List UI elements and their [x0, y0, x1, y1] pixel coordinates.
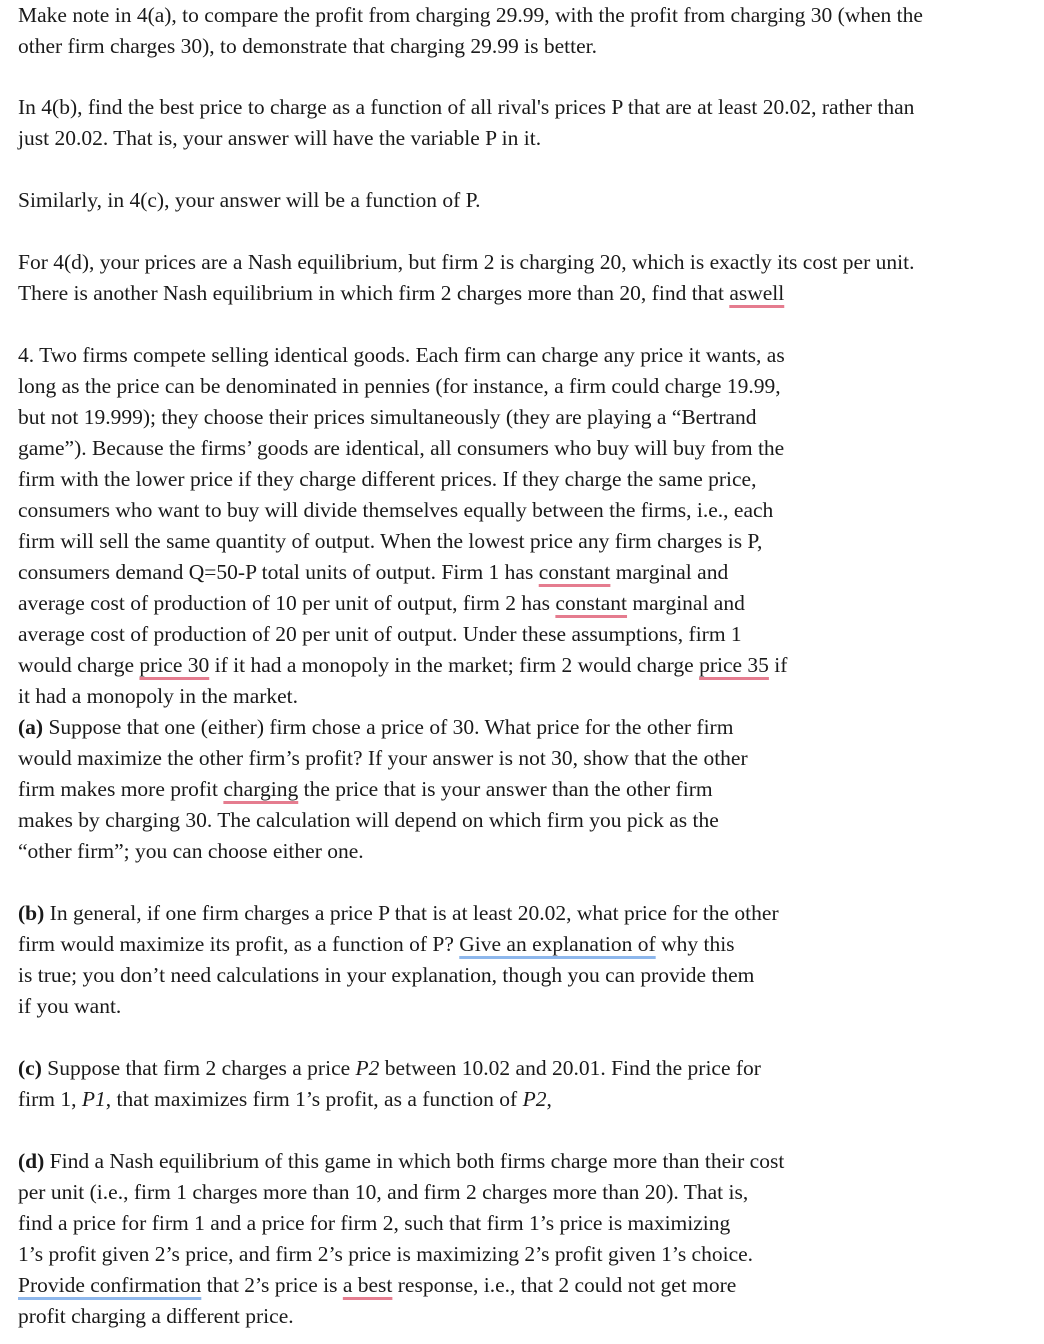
text-run: response, i.e., that 2 could not get more [392, 1273, 737, 1297]
part-b-label: (b) [18, 901, 45, 925]
part-a-line-2: would maximize the other firm’s profit? If your answer is not 30, show that the other [18, 746, 748, 770]
variable-p2: P2 [522, 1087, 547, 1111]
text-run: why this [655, 932, 735, 956]
text-run: firm 1, [18, 1087, 82, 1111]
text-run: marginal and [627, 591, 745, 615]
part-c-line-1 [18, 1053, 761, 1084]
variable-p2: P2 [355, 1056, 380, 1080]
text-run: In general, if one firm charges a price P that is at least 20.02, what price for the other [44, 901, 779, 925]
problem-line-12: it had a monopoly in the market. [18, 684, 299, 708]
text-run: the price that is your answer than the other firm [298, 777, 713, 801]
text-run: There is another Nash equilibrium in which firm 2 charges more than 20, find that [18, 281, 730, 305]
text-run: Suppose that one (either) firm chose a price of 30. What price for the other firm [43, 715, 734, 739]
text-run: firm makes more profit [18, 777, 224, 801]
part-d-label: (d) [18, 1149, 45, 1173]
note-2-line-2: just 20.02. That is, your answer will have the variable P in it. [18, 126, 542, 150]
part-c-line-2 [18, 1084, 552, 1115]
note-2-line-1: In 4(b), find the best price to charge as a function of all rival's prices P that are at least 20.02, rather than [18, 95, 915, 119]
grammar-underline[interactable]: Provide confirmation [18, 1273, 202, 1297]
grammar-underline[interactable]: Give an explanation of [459, 932, 656, 956]
text-run: , that maximizes firm 1’s profit, as a function of [105, 1087, 523, 1111]
text-run: that 2’s price is [201, 1273, 343, 1297]
part-b-line-4: if you want. [18, 994, 122, 1018]
problem-line-1: 4. Two firms compete selling identical goods. Each firm can charge any price it wants, as [18, 343, 785, 367]
part-b-line-2 [18, 929, 735, 960]
text-run: , [546, 1087, 552, 1111]
variable-p1: P1 [81, 1087, 106, 1111]
spellcheck-underline[interactable]: a best [342, 1273, 393, 1297]
problem-line-8 [18, 557, 728, 588]
part-d-line-1 [18, 1146, 784, 1177]
note-4-line-1: For 4(d), your prices are a Nash equilibrium, but firm 2 is charging 20, which is exactly its cost per unit. [18, 250, 915, 274]
problem-line-6: consumers who want to buy will divide themselves equally between the firms, i.e., each [18, 498, 774, 522]
text-run: marginal and [610, 560, 729, 584]
part-b-line-1 [18, 898, 779, 929]
text-run: between 10.02 and 20.01. Find the price for [379, 1056, 761, 1080]
part-a-label: (a) [18, 715, 44, 739]
problem-line-2: long as the price can be denominated in pennies (for instance, a firm could charge 19.99, [18, 374, 781, 398]
part-d-line-3: find a price for firm 1 and a price for firm 2, such that firm 1’s price is maximizing [18, 1211, 731, 1235]
part-a-line-3 [18, 774, 713, 805]
text-run: firm would maximize its profit, as a function of P? [18, 932, 460, 956]
text-run: Suppose that firm 2 charges a price [41, 1056, 356, 1080]
text-run: if it had a monopoly in the market; firm 2 would charge [209, 653, 700, 677]
text-run: if [768, 653, 788, 677]
part-a-line-5: “other firm”; you can choose either one. [18, 839, 364, 863]
text-run: would charge [18, 653, 140, 677]
text-run: Find a Nash equilibrium of this game in which both firms charge more than their cost [44, 1149, 785, 1173]
spellcheck-underline[interactable]: constant [555, 591, 628, 615]
problem-line-5: firm with the lower price if they charge different prices. If they charge the same price, [18, 467, 757, 491]
problem-line-7: firm will sell the same quantity of output. When the lowest price any firm charges is P, [18, 529, 763, 553]
text-run: consumers demand Q=50-P total units of output. Firm 1 has [18, 560, 539, 584]
problem-line-10: average cost of production of 20 per unit of output. Under these assumptions, firm 1 [18, 622, 742, 646]
part-d-line-5 [18, 1270, 736, 1301]
spellcheck-underline[interactable]: constant [538, 560, 611, 584]
problem-line-4: game”). Because the firms’ goods are identical, all consumers who buy will buy from the [18, 436, 785, 460]
problem-line-11 [18, 650, 787, 681]
problem-line-3: but not 19.999); they choose their prices simultaneously (they are playing a “Bertrand [18, 405, 757, 429]
part-d-line-4: 1’s profit given 2’s price, and firm 2’s price is maximizing 2’s profit given 1’s choice. [18, 1242, 754, 1266]
part-b-line-3: is true; you don’t need calculations in your explanation, though you can provide them [18, 963, 755, 987]
note-1-line-1: Make note in 4(a), to compare the profit from charging 29.99, with the profit from charging 30 (when the [18, 3, 923, 27]
part-c-label: (c) [18, 1056, 42, 1080]
note-3-line-1: Similarly, in 4(c), your answer will be a function of P. [18, 188, 481, 212]
note-4-line-2 [18, 278, 784, 309]
part-a-line-4: makes by charging 30. The calculation will depend on which firm you pick as the [18, 808, 719, 832]
spellcheck-underline[interactable]: charging [223, 777, 299, 801]
spellcheck-underline[interactable]: price 35 [699, 653, 769, 677]
problem-line-9 [18, 588, 745, 619]
part-a-line-1 [18, 712, 733, 743]
spellcheck-underline[interactable]: price 30 [139, 653, 210, 677]
spellcheck-underline[interactable]: aswell [729, 281, 785, 305]
text-run: average cost of production of 10 per unit of output, firm 2 has [18, 591, 556, 615]
part-d-line-2: per unit (i.e., firm 1 charges more than 10, and firm 2 charges more than 20). That is, [18, 1180, 749, 1204]
part-d-line-6: profit charging a different price. [18, 1304, 294, 1328]
note-1-line-2: other firm charges 30), to demonstrate that charging 29.99 is better. [18, 34, 597, 58]
